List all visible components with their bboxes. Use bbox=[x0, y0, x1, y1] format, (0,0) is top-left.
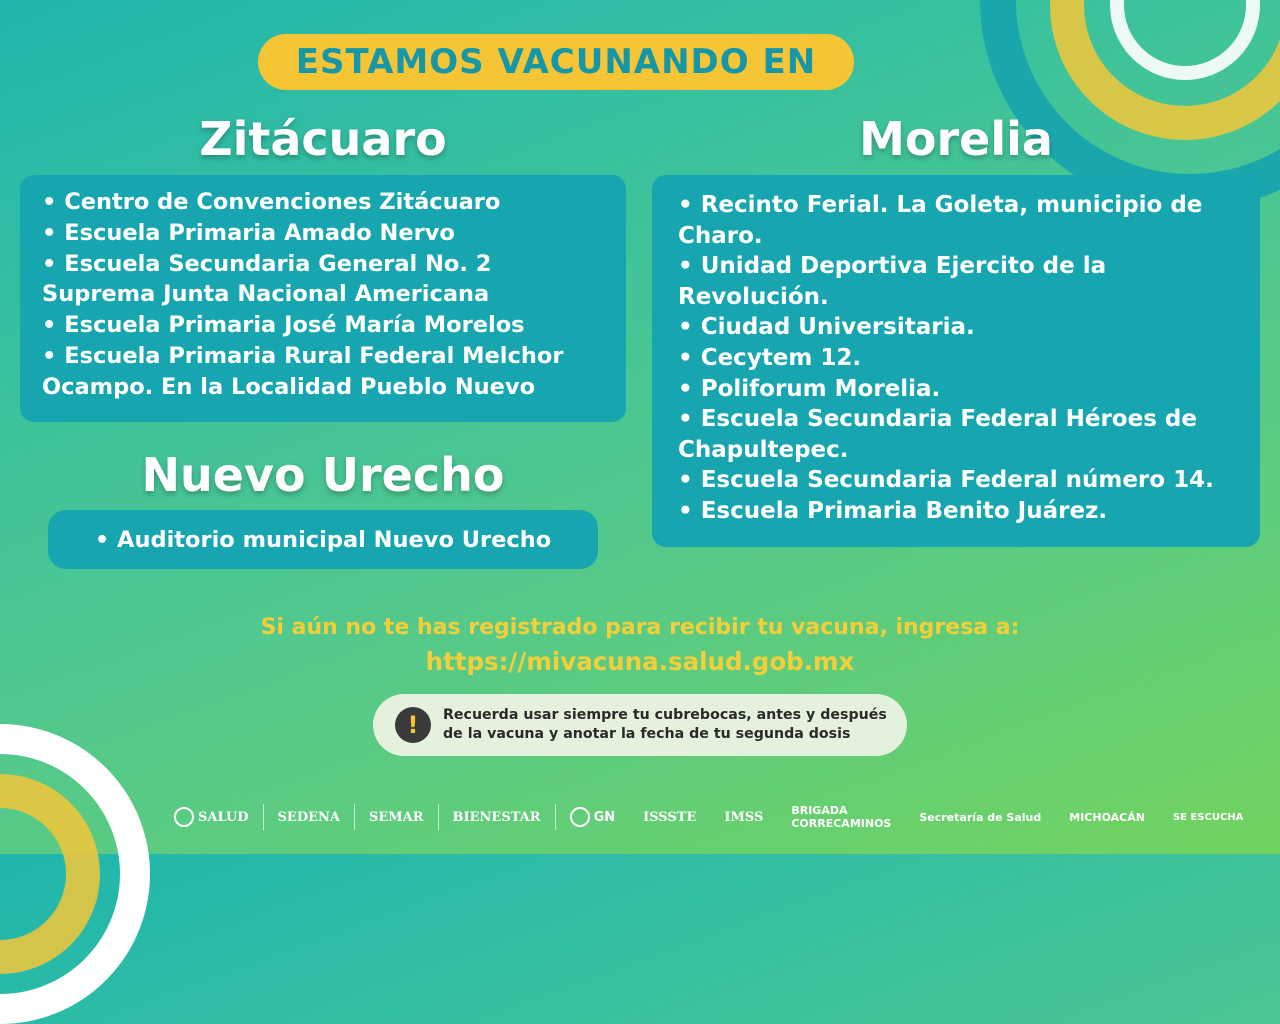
gn-emblem-icon bbox=[570, 807, 590, 827]
location-list-zitacuaro bbox=[20, 175, 626, 422]
list-item: • Escuela Primaria Amado Nervo bbox=[42, 219, 455, 246]
list-item: • Cecytem 12. bbox=[678, 344, 862, 371]
list-item: • Poliforum Morelia. bbox=[678, 375, 941, 402]
sedena-logo bbox=[264, 810, 354, 825]
correcaminos-label: CORRECAMINOS bbox=[791, 817, 892, 830]
bienestar-label: BIENESTAR bbox=[452, 809, 541, 825]
registration-message bbox=[0, 612, 1280, 680]
list-item: • Centro de Convenciones Zitácuaro bbox=[42, 189, 501, 215]
list-item: • Recinto Ferial. La Goleta, municipio de Charo. bbox=[678, 192, 1203, 249]
secretaria-label: Secretaría de Salud bbox=[919, 810, 1042, 824]
warning-icon: ! bbox=[395, 707, 431, 743]
brigada-correcaminos-logo bbox=[777, 804, 905, 830]
list-item: • Escuela Secundaria Federal Héroes de Chapultepec. bbox=[678, 406, 1197, 463]
imss-label: IMSS bbox=[724, 809, 764, 825]
list-item: • Escuela Primaria José María Morelos bbox=[42, 312, 525, 339]
issste-label: ISSSTE bbox=[643, 809, 697, 825]
sponsor-logos-bar bbox=[160, 796, 1260, 838]
secretaria-salud-logo bbox=[905, 811, 1055, 824]
reminder-note bbox=[373, 694, 907, 756]
list-item: • Ciudad Universitaria. bbox=[678, 314, 975, 341]
reminder-line: de la vacuna y anotar la fecha de tu segunda dosis bbox=[443, 726, 851, 742]
se-escucha-logo bbox=[1159, 812, 1257, 823]
city-title-nuevo-urecho: Nuevo Urecho bbox=[141, 448, 505, 502]
location-list-nuevo-urecho bbox=[48, 510, 598, 569]
list-item: • Escuela Primaria Rural Federal Melchor Ocampo. En la Localidad Pueblo Nuevo bbox=[42, 342, 564, 400]
semar-logo bbox=[355, 810, 438, 825]
list-item: • Auditorio municipal Nuevo Urecho bbox=[94, 526, 552, 553]
michoacan-label: MICHOACÁN bbox=[1069, 810, 1145, 824]
issste-logo bbox=[629, 810, 710, 825]
gn-label: GN bbox=[593, 809, 616, 825]
registration-link[interactable]: https://mivacuna.salud.gob.mx bbox=[425, 647, 855, 676]
list-item: • Unidad Deportiva Ejercito de la Revolución. bbox=[678, 253, 1107, 310]
sedena-label: SEDENA bbox=[277, 809, 340, 825]
brigada-label: BRIGADA bbox=[791, 804, 848, 817]
salud-logo bbox=[160, 807, 263, 827]
salud-label: SALUD bbox=[198, 809, 249, 825]
city-title-morelia: Morelia bbox=[859, 112, 1053, 166]
michoacan-logo bbox=[1055, 811, 1159, 824]
header-title: ESTAMOS VACUNANDO EN bbox=[258, 34, 854, 90]
reminder-text bbox=[443, 706, 887, 744]
eagle-emblem-icon bbox=[174, 807, 194, 827]
imss-logo bbox=[710, 810, 777, 825]
escucha-label: SE ESCUCHA bbox=[1172, 811, 1244, 823]
list-item: • Escuela Primaria Benito Juárez. bbox=[678, 497, 1108, 524]
gn-logo bbox=[556, 807, 630, 827]
location-list-morelia bbox=[652, 175, 1260, 547]
registration-text: Si aún no te has registrado para recibir tu vacuna, ingresa a: bbox=[260, 615, 1020, 640]
reminder-line: Recuerda usar siempre tu cubrebocas, antes y después bbox=[443, 707, 887, 723]
list-item: • Escuela Secundaria General No. 2 Suprema Junta Nacional Americana bbox=[42, 250, 492, 308]
list-item: • Escuela Secundaria Federal número 14. bbox=[678, 467, 1214, 494]
bienestar-logo bbox=[439, 810, 555, 825]
semar-label: SEMAR bbox=[368, 809, 424, 825]
city-title-zitacuaro: Zitácuaro bbox=[199, 112, 447, 166]
